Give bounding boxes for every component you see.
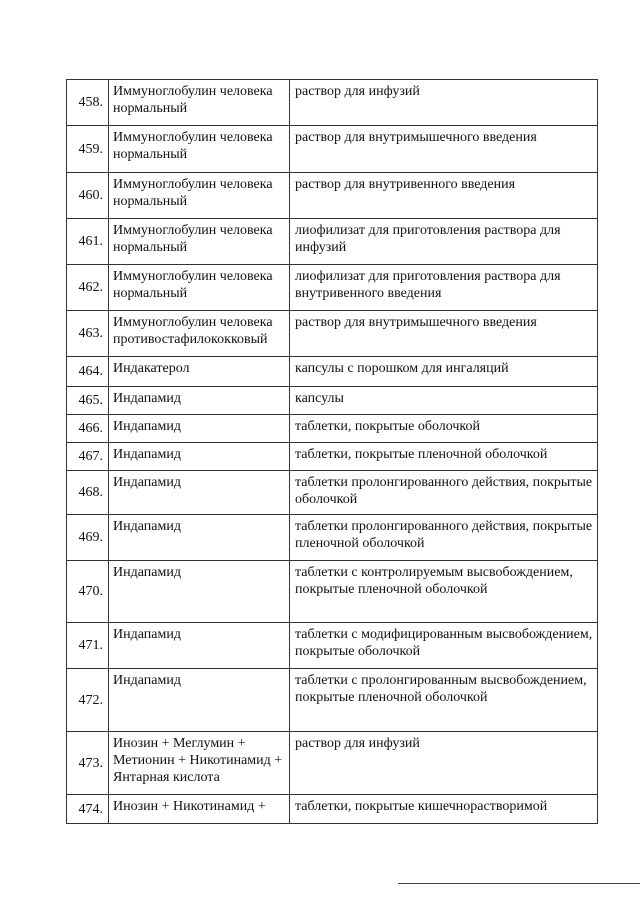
drug-name: Индакатерол	[109, 357, 290, 387]
drug-name: Индапамид	[109, 471, 290, 515]
dosage-form: таблетки с контролируемым высвобождением, покрытые пленочной оболочкой	[290, 561, 598, 623]
row-number: 463.	[67, 311, 109, 357]
dosage-form: таблетки с пролонгированным высвобождением, покрытые пленочной оболочкой	[290, 669, 598, 732]
table-row	[67, 732, 598, 795]
drug-name: Иммуноглобулин человека нормальный	[109, 173, 290, 219]
row-number: 470.	[67, 561, 109, 623]
drug-name: Иммуноглобулин человека нормальный	[109, 265, 290, 311]
row-number: 460.	[67, 173, 109, 219]
drug-name: Индапамид	[109, 561, 290, 623]
row-number: 462.	[67, 265, 109, 311]
table-row	[67, 561, 598, 623]
drug-name: Индапамид	[109, 415, 290, 443]
table-row	[67, 173, 598, 219]
table-row	[67, 265, 598, 311]
row-number: 474.	[67, 795, 109, 824]
table-row	[67, 623, 598, 669]
drug-name: Иммуноглобулин человека нормальный	[109, 80, 290, 126]
dosage-form: капсулы с порошком для ингаляций	[290, 357, 598, 387]
row-number: 466.	[67, 415, 109, 443]
dosage-form: таблетки с модифицированным высвобождением, покрытые оболочкой	[290, 623, 598, 669]
row-number: 471.	[67, 623, 109, 669]
dosage-form: раствор для внутривенного введения	[290, 173, 598, 219]
row-number: 461.	[67, 219, 109, 265]
row-number: 468.	[67, 471, 109, 515]
dosage-form: раствор для внутримышечного введения	[290, 311, 598, 357]
row-number: 467.	[67, 443, 109, 471]
dosage-form: лиофилизат для приготовления раствора для инфузий	[290, 219, 598, 265]
table-row	[67, 219, 598, 265]
drug-name: Индапамид	[109, 515, 290, 561]
row-number: 464.	[67, 357, 109, 387]
drug-name: Индапамид	[109, 387, 290, 415]
row-number: 473.	[67, 732, 109, 795]
drug-name: Инозин + Меглумин + Метионин + Никотинамид + Янтарная кислота	[109, 732, 290, 795]
dosage-form: капсулы	[290, 387, 598, 415]
table-row	[67, 795, 598, 824]
drug-name: Иммуноглобулин человека нормальный	[109, 219, 290, 265]
dosage-form: таблетки, покрытые кишечнорастворимой	[290, 795, 598, 824]
dosage-form: раствор для инфузий	[290, 732, 598, 795]
footer-divider	[398, 883, 640, 884]
dosage-form: таблетки пролонгированного действия, покрытые оболочкой	[290, 471, 598, 515]
drug-name: Индапамид	[109, 669, 290, 732]
dosage-form: раствор для внутримышечного введения	[290, 126, 598, 173]
row-number: 459.	[67, 126, 109, 173]
table-row	[67, 669, 598, 732]
medication-table	[66, 79, 598, 824]
dosage-form: таблетки, покрытые оболочкой	[290, 415, 598, 443]
row-number: 465.	[67, 387, 109, 415]
drug-name: Индапамид	[109, 623, 290, 669]
table-row	[67, 311, 598, 357]
dosage-form: лиофилизат для приготовления раствора для внутривенного введения	[290, 265, 598, 311]
table-row	[67, 471, 598, 515]
row-number: 469.	[67, 515, 109, 561]
drug-name: Иммуноглобулин человека противостафилококковый	[109, 311, 290, 357]
drug-name: Индапамид	[109, 443, 290, 471]
table-row	[67, 387, 598, 415]
table-row	[67, 415, 598, 443]
table-row	[67, 357, 598, 387]
row-number: 458.	[67, 80, 109, 126]
table-row	[67, 515, 598, 561]
dosage-form: таблетки, покрытые пленочной оболочкой	[290, 443, 598, 471]
table-row	[67, 80, 598, 126]
table-row	[67, 443, 598, 471]
drug-name: Иммуноглобулин человека нормальный	[109, 126, 290, 173]
drug-name: Инозин + Никотинамид +	[109, 795, 290, 824]
table-row	[67, 126, 598, 173]
dosage-form: раствор для инфузий	[290, 80, 598, 126]
dosage-form: таблетки пролонгированного действия, покрытые пленочной оболочкой	[290, 515, 598, 561]
medication-table-body	[67, 80, 598, 824]
row-number: 472.	[67, 669, 109, 732]
